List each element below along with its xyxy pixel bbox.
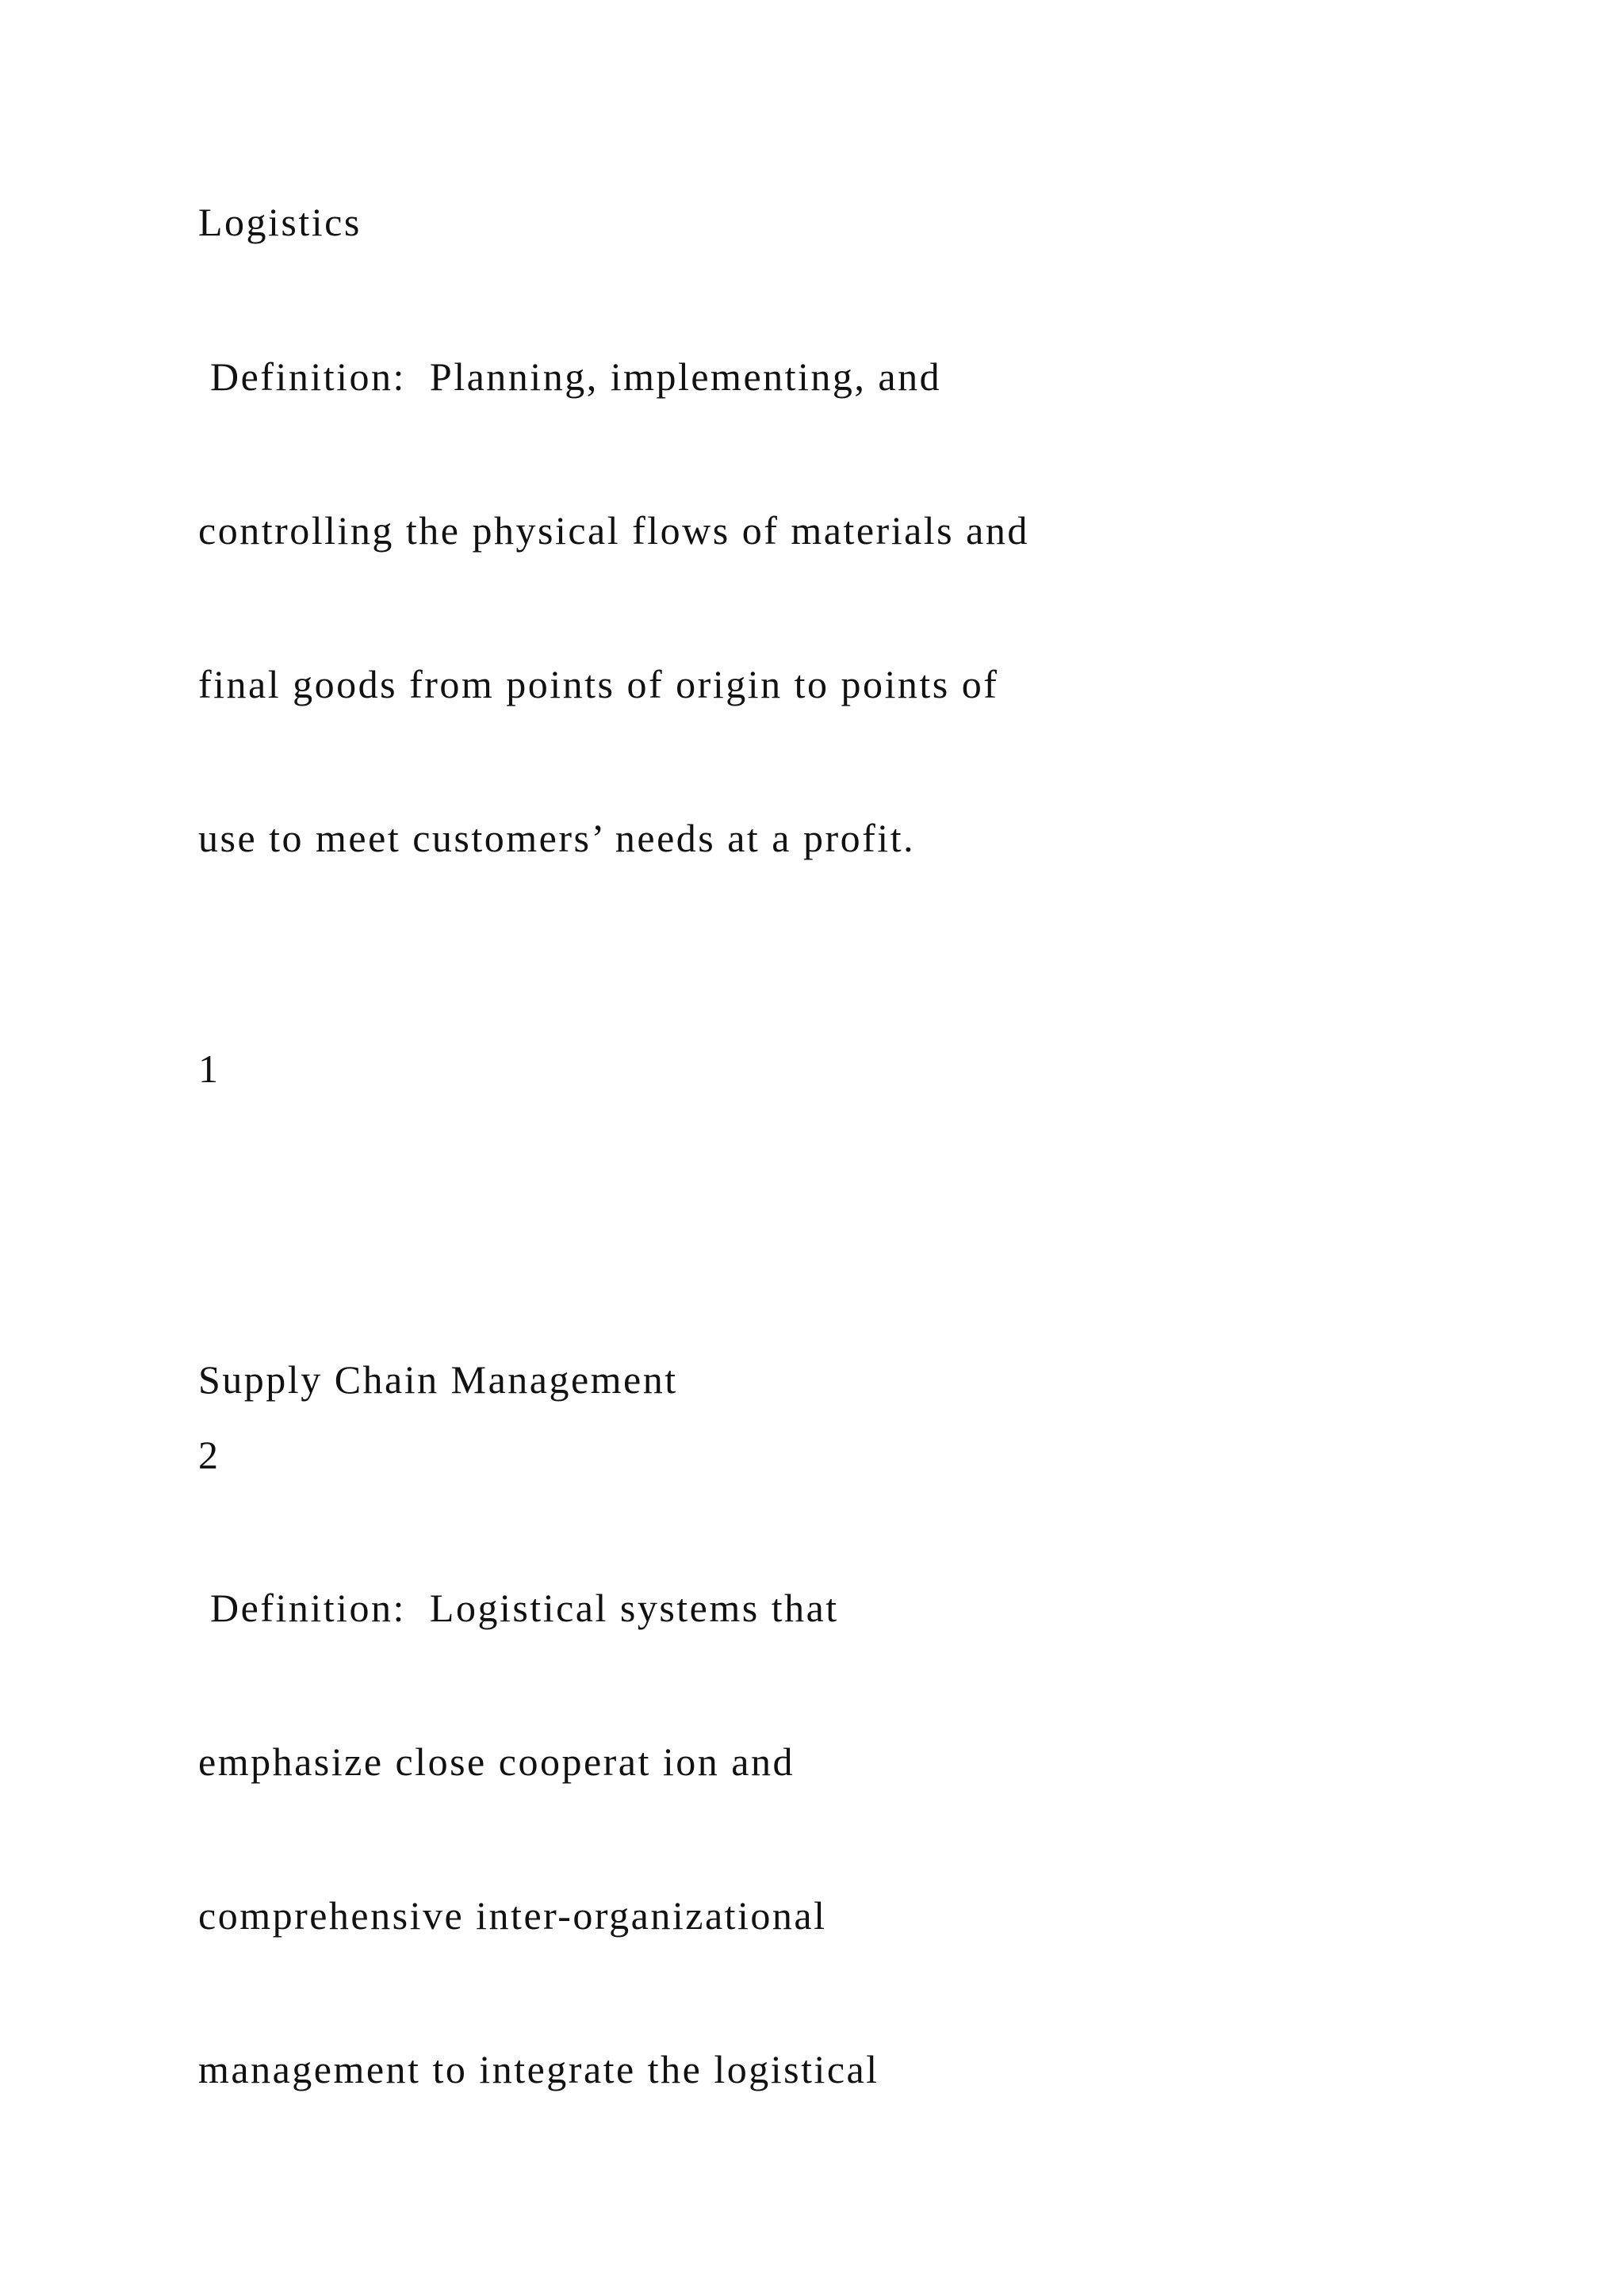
definition-line-2: controlling the physical flows of materials and	[198, 508, 1029, 553]
page-number-1: 1	[198, 1047, 218, 1091]
definition-line-1: Definition: Planning, implementing, and	[198, 354, 942, 399]
section-title-logistics: Logistics	[198, 200, 362, 244]
definition-line-4: use to meet customers’ needs at a profit.	[198, 816, 916, 860]
definition-line-5: Definition: Logistical systems that	[198, 1586, 839, 1630]
definition-line-7: comprehensive inter-organizational	[198, 1893, 827, 1938]
section-title-supply-chain: Supply Chain Management	[198, 1357, 678, 1402]
definition-line-3: final goods from points of origin to points of	[198, 662, 999, 706]
page-number-2: 2	[198, 1433, 218, 1477]
definition-line-8: management to integrate the logistical	[198, 2047, 879, 2091]
definition-line-6: emphasize close cooperat ion and	[198, 1739, 795, 1784]
